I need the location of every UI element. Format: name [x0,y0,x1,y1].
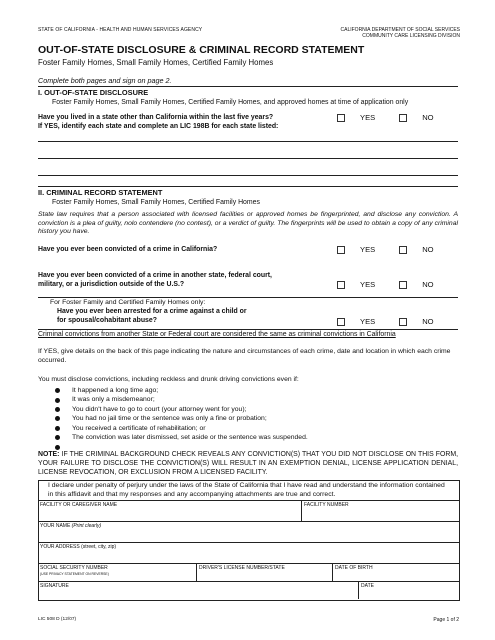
agency-right-line2: COMMUNITY CARE LICENSING DIVISION [362,33,460,39]
address-label: YOUR ADDRESS (street, city, zip) [40,544,117,550]
state-entry-line-3[interactable] [38,175,458,176]
section2-heading: II. CRIMINAL RECORD STATEMENT [38,188,163,197]
state-law-paragraph: State law requires that a person associated with licensed facilities or approved homes be fingerprinted, and disclose any conviction. A conviction is a plea of guilty, nolo contendere (no contest), or a verdict of guilty. The fingerprints will be used to obtain a copy of any criminal history you have. [38,211,458,236]
yes-label: YES [360,113,376,122]
section1-question [38,113,278,131]
state-entry-line-1[interactable] [38,141,458,142]
foster-only-note: For Foster Family and Certified Family Homes only: [50,299,206,306]
ca-conviction-question: Have you ever been convicted of a crime in California? [38,246,218,253]
note-label: NOTE: [38,451,60,458]
if-yes-details: If YES, give details on the back of this page indicating the nature and circumstances of each crime, date and location in which each crime occurred. [38,348,451,364]
section2-top-rule [38,186,458,187]
note-text: IF THE CRIMINAL BACKGROUND CHECK REVEALS ANY CONVICTION(S) THAT YOU DID NOT DISCLOSE ON THIS FORM, YOUR FAILURE TO DISCLOSE THE CONVICTION(S) WILL RESULT IN AN EXEMPTION DENIAL, LICENSE APPLICATION DENIAL, LICENSE REVOCATION, OR EXCLUSION FROM A LICENSED FACILITY. [38,451,458,476]
ssn-label: SOCIAL SECURITY NUMBER (USE PRIVACY STATEMENT ON REVERSE) [40,565,109,576]
date-of-birth-label: DATE OF BIRTH [335,565,373,571]
declaration-text: I declare under penalty of perjury under the laws of the State of California that I have read and understand the information contained in this affidavit and that my responses and any accompanying attachments are true and correct. [48,482,445,498]
list-item: You received a certificate of rehabilitation; or [55,424,308,433]
foster-box-bottom-rule [38,329,458,330]
caregiver-name-field[interactable] [38,507,300,520]
q2-yes-no: YES NO [337,280,434,289]
section1-no-checkbox[interactable] [399,114,407,122]
list-item: It was only a misdemeanor; [55,395,308,404]
signature-label: SIGNATURE [40,583,69,589]
q2-no-checkbox[interactable] [399,281,407,289]
facility-number-field[interactable] [302,507,458,520]
q3-no-checkbox[interactable] [399,318,407,326]
section1-top-rule [38,86,458,87]
date-of-birth-field[interactable] [333,572,458,581]
drivers-license-label: DRIVER'S LICENSE NUMBER/STATE [199,565,285,571]
q2-yes-checkbox[interactable] [337,281,345,289]
section1-question-line1: Have you lived in a state other than California within the last five years? [38,114,274,121]
form-number: LIC 508 D (12/07) [38,617,77,622]
other-state-conviction-question: Have you ever been convicted of a crime in another state, federal court, military, or a jurisdiction outside of the U.S.? [38,272,272,288]
conviction-note: Criminal convictions from another State or Federal court are considered the same as criminal convictions in California [38,331,396,338]
list-item: It happened a long time ago; [55,386,308,395]
drivers-license-field[interactable] [197,572,331,581]
list-item: You had no jail time or the sentence was only a fine or probation; [55,414,308,423]
no-label: NO [422,113,434,122]
q1-yes-no: YES NO [337,245,434,254]
section1-heading: I. OUT-OF-STATE DISCLOSURE [38,88,149,97]
q3-yes-checkbox[interactable] [337,318,345,326]
caregiver-name-label: FACILITY OR CAREGIVER NAME [40,502,118,508]
your-name-field[interactable] [38,528,458,541]
form-title: OUT-OF-STATE DISCLOSURE & CRIMINAL RECORD STATEMENT [38,44,365,56]
signature-field[interactable] [38,588,357,598]
date-field[interactable] [359,588,458,598]
your-name-label: YOUR NAME (Print clearly) [40,523,102,529]
arrest-question: Have you ever been arrested for a crime against a child or for spousal/cohabitant abuse? [57,308,247,324]
date-label: DATE [361,583,374,589]
facility-number-label: FACILITY NUMBER [304,502,349,508]
q1-yes-checkbox[interactable] [337,246,345,254]
warning-note [38,451,458,477]
page-number: Page 1 of 2 [433,617,459,623]
agency-left: STATE OF CALIFORNIA - HEALTH AND HUMAN SERVICES AGENCY [38,27,203,33]
section1-question-line2: If YES, identify each state and complete an LIC 198B for each state listed: [38,123,279,130]
state-entry-line-2[interactable] [38,158,458,159]
q1-no-checkbox[interactable] [399,246,407,254]
disclosure-list [55,386,308,450]
section1-subheading: Foster Family Homes, Small Family Homes, Certified Family Homes, and approved homes at time of application only [52,99,409,106]
list-item: The conviction was later dismissed, set aside or the sentence was suspended. [55,433,308,442]
list-item: You didn't have to go to court (your attorney went for you); [55,405,308,414]
form-subtitle: Foster Family Homes, Small Family Homes, Certified Family Homes [38,58,274,67]
instructions: Complete both pages and sign on page 2. [38,76,172,85]
agency-right [341,27,460,39]
ssn-field[interactable] [38,572,195,581]
address-field[interactable] [38,549,458,562]
section1-yes-checkbox[interactable] [337,114,345,122]
q3-yes-no: YES NO [337,317,434,326]
foster-box-top-rule [38,297,458,298]
agency-right-line1: CALIFORNIA DEPARTMENT OF SOCIAL SERVICES [340,27,460,33]
list-item [55,442,308,449]
must-disclose: You must disclose convictions, including reckless and drunk driving convictions even if: [38,376,299,383]
section1-yes-no [337,113,434,122]
section2-subheading: Foster Family Homes, Small Family Homes, Certified Family Homes [52,199,260,206]
